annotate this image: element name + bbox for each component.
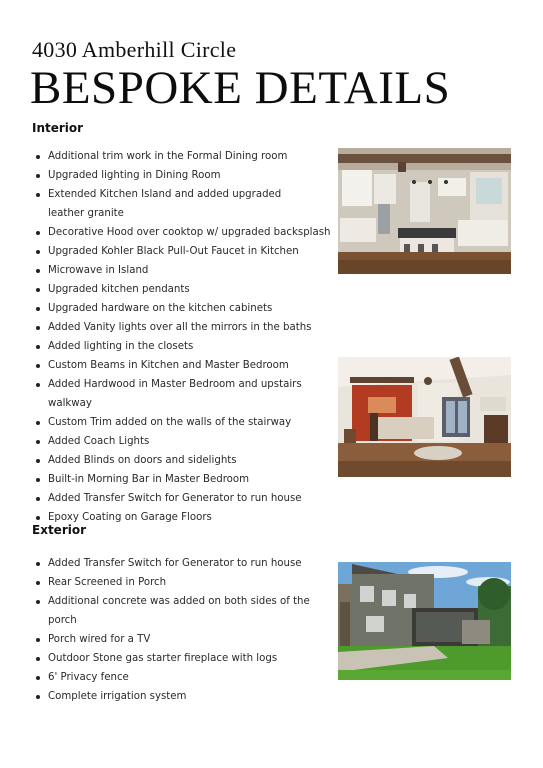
interior-heading: Interior: [32, 121, 84, 135]
list-item: Microwave in Island: [34, 261, 334, 280]
list-item: Added Coach Lights: [34, 432, 334, 451]
kitchen-photo: [338, 148, 511, 274]
list-item: Porch wired for a TV: [34, 630, 334, 649]
list-item: Built-in Morning Bar in Master Bedroom: [34, 470, 334, 489]
list-item: Added lighting in the closets: [34, 337, 334, 356]
list-item: Upgraded kitchen pendants: [34, 280, 334, 299]
exterior-list: [34, 554, 334, 706]
list-item: Rear Screened in Porch: [34, 573, 334, 592]
page-title: BESPOKE DETAILS: [30, 62, 451, 114]
list-item: Decorative Hood over cooktop w/ upgraded backsplash: [34, 223, 334, 242]
exterior-heading: Exterior: [32, 523, 87, 537]
list-item: Additional concrete was added on both sides of the porch: [34, 592, 334, 630]
list-item: Upgraded Kohler Black Pull-Out Faucet in Kitchen: [34, 242, 334, 261]
list-item: Added Transfer Switch for Generator to run house: [34, 489, 334, 508]
list-item: Upgraded hardware on the kitchen cabinets: [34, 299, 334, 318]
exterior-photo: [338, 562, 511, 680]
list-item: Custom Beams in Kitchen and Master Bedroom: [34, 356, 334, 375]
list-item: Epoxy Coating on Garage Floors: [34, 508, 334, 527]
list-item: Custom Trim added on the walls of the stairway: [34, 413, 334, 432]
bedroom-photo: [338, 357, 511, 477]
list-item: Complete irrigation system: [34, 687, 334, 706]
list-item: Additional trim work in the Formal Dining room: [34, 147, 334, 166]
address: 4030 Amberhill Circle: [32, 37, 237, 62]
list-item: Added Hardwood in Master Bedroom and upstairs walkway: [34, 375, 334, 413]
interior-list: [34, 147, 334, 527]
list-item: 6' Privacy fence: [34, 668, 334, 687]
list-item: Added Blinds on doors and sidelights: [34, 451, 334, 470]
list-item: Extended Kitchen Island and added upgraded leather granite: [34, 185, 310, 223]
list-item: Outdoor Stone gas starter fireplace with logs: [34, 649, 334, 668]
list-item: Added Vanity lights over all the mirrors in the baths: [34, 318, 334, 337]
list-item: Added Transfer Switch for Generator to run house: [34, 554, 334, 573]
list-item: Upgraded lighting in Dining Room: [34, 166, 334, 185]
